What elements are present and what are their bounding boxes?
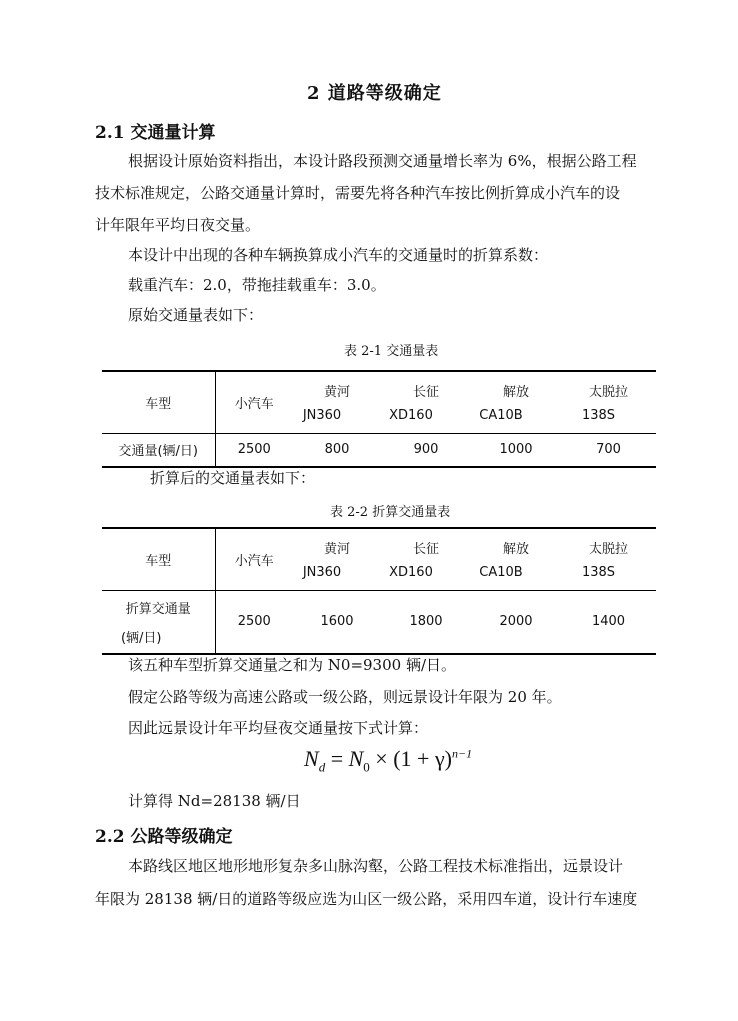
traffic-growth-formula xyxy=(304,746,472,775)
header-line: 太脱拉 xyxy=(588,385,628,401)
row-label-line: 折算交通量 xyxy=(125,601,191,617)
section-title-2-2: 2.2 公路等级确定 xyxy=(95,827,233,847)
table-row xyxy=(102,433,656,467)
traffic-volume-table xyxy=(102,370,656,468)
header-cell xyxy=(471,528,561,590)
header-line: CA10B xyxy=(479,565,523,581)
header-cell xyxy=(293,371,381,433)
formula-growth-term: × (1 + γ) xyxy=(369,746,452,771)
header-cell-vehicle-type: 车型 xyxy=(102,528,215,590)
header-cell xyxy=(561,371,656,433)
formula-lhs: N xyxy=(304,746,319,771)
paragraph-line: 本路线区地区地形地形复杂多山脉沟壑，公路工程技术标准指出，远景设计 xyxy=(128,857,624,875)
value-cell: 1800 xyxy=(381,590,471,654)
formula-equals: = xyxy=(325,746,349,771)
value-cell: 2500 xyxy=(215,433,293,467)
row-label: 交通量(辆/日) xyxy=(102,433,215,467)
section-title-2-1: 2.1 交通量计算 xyxy=(95,123,216,143)
table-row xyxy=(102,590,656,654)
row-label-line: (辆/日) xyxy=(120,630,162,646)
value-cell: 900 xyxy=(381,433,471,467)
header-line: 小汽车 xyxy=(234,553,274,569)
header-cell-vehicle-type: 车型 xyxy=(102,371,215,433)
header-cell xyxy=(215,528,293,590)
chapter-title: 2 道路等级确定 xyxy=(307,83,442,104)
row-label xyxy=(102,590,215,654)
value-cell: 1600 xyxy=(293,590,381,654)
paragraph-line: 本设计中出现的各种车辆换算成小汽车的交通量时的折算系数： xyxy=(128,246,549,264)
header-line: JN360 xyxy=(302,408,342,424)
table-caption-2-1: 表 2-1 交通量表 xyxy=(344,344,439,359)
header-line: 长征 xyxy=(412,542,439,558)
paragraph-line: 折算后的交通量表如下： xyxy=(150,469,316,487)
table-caption-2-2: 表 2-2 折算交通量表 xyxy=(330,505,451,520)
paragraph-line: 载重汽车：2.0，带拖挂载重车：3.0。 xyxy=(128,276,386,294)
header-cell xyxy=(471,371,561,433)
header-line: XD160 xyxy=(389,565,433,581)
paragraph-line: 技术标准规定，公路交通量计算时，需要先将各种汽车按比例折算成小汽车的设 xyxy=(95,184,621,202)
header-cell xyxy=(293,528,381,590)
value-cell: 2500 xyxy=(215,590,293,654)
converted-traffic-volume-table xyxy=(102,527,656,655)
paragraph-line: 该五种车型折算交通量之和为 N0=9300 辆/日。 xyxy=(128,656,457,674)
header-line: 长征 xyxy=(412,385,439,401)
header-cell xyxy=(215,371,293,433)
formula-n0-subscript: 0 xyxy=(363,759,370,775)
header-line: 138S xyxy=(581,408,616,424)
formula-lhs-subscript: d xyxy=(318,759,326,775)
header-cell xyxy=(381,371,471,433)
paragraph-line: 原始交通量表如下： xyxy=(128,306,264,324)
paragraph-line: 计算得 Nd=28138 辆/日 xyxy=(128,792,301,810)
header-line: 黄河 xyxy=(323,385,350,401)
header-line: 解放 xyxy=(502,385,529,401)
header-line: 小汽车 xyxy=(234,396,274,412)
header-line: XD160 xyxy=(389,408,433,424)
formula-n0: N xyxy=(348,746,364,771)
header-cell xyxy=(381,528,471,590)
formula-exponent: n−1 xyxy=(452,746,473,761)
value-cell: 800 xyxy=(293,433,381,467)
header-line: 太脱拉 xyxy=(588,542,628,558)
paragraph-line: 计年限年平均日夜交量。 xyxy=(95,216,261,234)
value-cell: 2000 xyxy=(471,590,561,654)
table-header-row xyxy=(102,371,656,433)
value-cell: 1400 xyxy=(561,590,656,654)
header-cell xyxy=(561,528,656,590)
paragraph-line: 年限为 28138 辆/日的道路等级应选为山区一级公路，采用四车道，设计行车速度 xyxy=(95,890,638,908)
paragraph-line: 假定公路等级为高速公路或一级公路，则远景设计年限为 20 年。 xyxy=(128,688,562,706)
header-line: CA10B xyxy=(479,408,523,424)
header-line: JN360 xyxy=(302,565,342,581)
paragraph-line: 因此远景设计年平均昼夜交通量按下式计算： xyxy=(128,719,429,737)
value-cell: 700 xyxy=(561,433,656,467)
paragraph-line: 根据设计原始资料指出，本设计路段预测交通量增长率为 6%，根据公路工程 xyxy=(128,152,637,170)
header-line: 138S xyxy=(581,565,616,581)
table-header-row xyxy=(102,528,656,590)
header-line: 解放 xyxy=(502,542,529,558)
value-cell: 1000 xyxy=(471,433,561,467)
header-line: 黄河 xyxy=(323,542,350,558)
